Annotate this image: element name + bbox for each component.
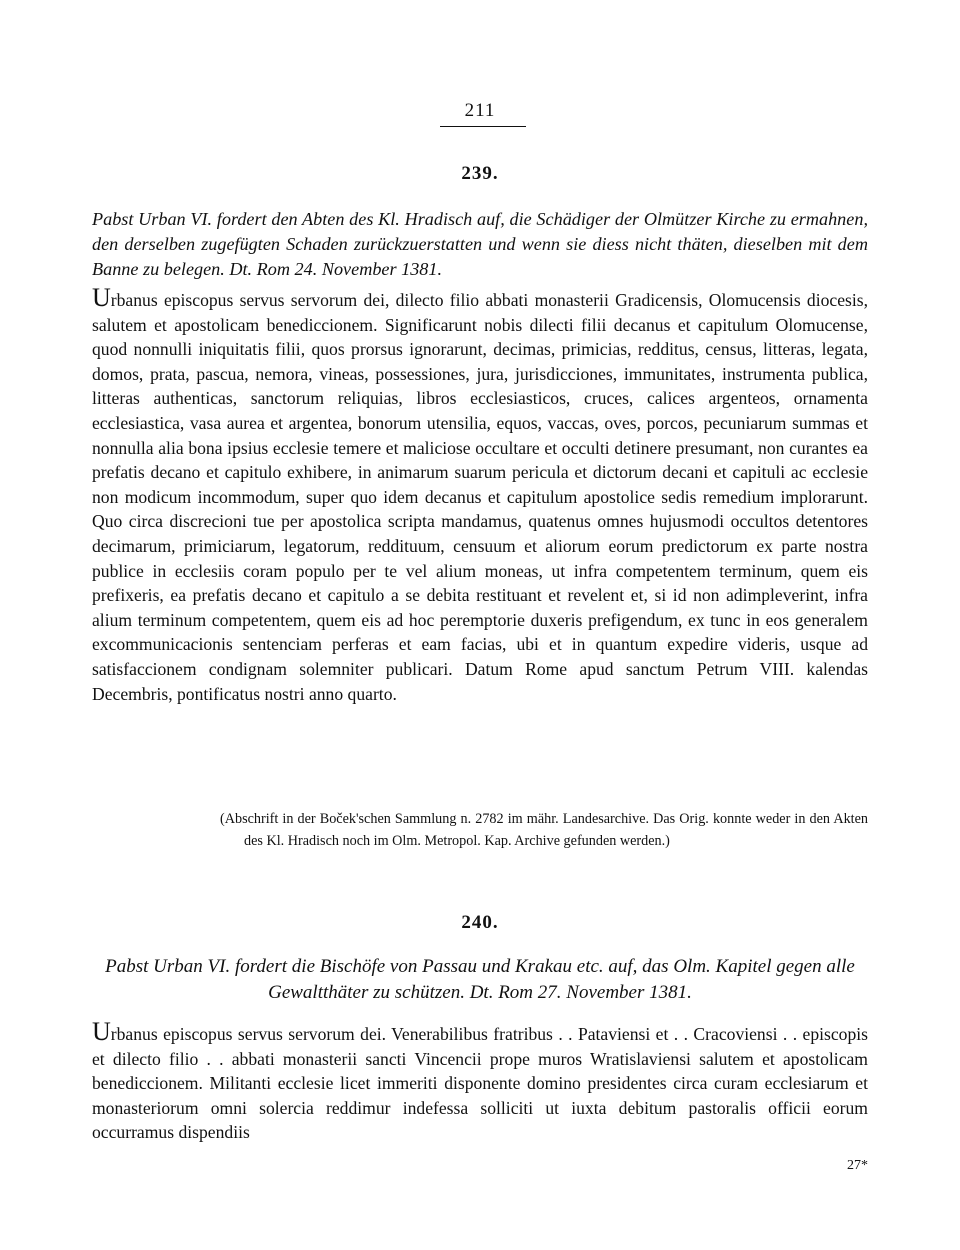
charter-text-240 — [92, 1017, 868, 1145]
document-number-239: 239. — [461, 163, 499, 184]
charter-text-239 — [92, 283, 868, 706]
regest-240: Pabst Urban VI. fordert die Bischöfe von Passau und Krakau etc. auf, das Olm. Kapitel gegen alle Gewaltthäter zu schützen. Dt. Rom 27. November 1381. — [105, 956, 855, 1003]
initial-letter: U — [92, 1017, 111, 1046]
document-page — [92, 0, 868, 1250]
regest-239: Pabst Urban VI. fordert den Abten des Kl. Hradisch auf, die Schädiger der Olmützer Kirche zu ermahnen, den derselben zugefügten Schaden zurückzuerstatten und wenn sie diess nicht thäten, dieselben mit dem Banne zu belegen. Dt. Rom 24. November 1381. — [92, 209, 868, 279]
document-number-240: 240. — [461, 912, 499, 933]
initial-letter: U — [92, 283, 111, 312]
charter-text-body: rbanus episcopus servus servorum dei, dilecto filio abbati monasterii Gradicensis, Olomucensis diocesis, salutem et apostolicam benediccionem. Significarunt nobis dilecti filii decanus et capitulum Olomucense, quod nonnulli iniquitatis filii, quos prorsus ignorarunt, decimas, primicias, redditus, census, litteras, legata, domos, prata, pascua, nemora, vineas, possessiones, jura, jurisdicciones, immunitates, instrumenta publica, litteras authenticas, sanctorum reliquias, libros ecclesiasticos, cruces, calices argenteos, ornamenta ecclesiastica, vasa aurea et argentea, bonorum utensilia, equos, vaccas, oves, porcos, pecuniarum summas et nonnulla alia bona ipsius ecclesie temere et maliciose occultare et occulti detinere presumant, non curantes ea prefatis decano et capitulo exhibere, in animarum suarum pericula et dictorum decani et capituli ac ecclesie non modicum incommodum, super quo idem decanus et capitulum apostolice sedis remedium implorarunt. Quo circa discrecioni tue per apostolica scripta mandamus, quatenus omnes hujusmodi occultos detentores decimarum, primiciarum, legatorum, reddituum, censuum et aliorum eorum predictorum ex parte nostra publice in ecclesiis coram populo per te vel alium moneas, ut infra competentem terminum, quem eis prefixeris, ea prefatis decano et capitulo a se debita restituant et revelent et, si id non adimpleverint, infra alium terminum competentem, quem eis ad hoc peremptorie duxeris prefigendum, ex tunc in eos generalem excommunicacionis sentenciam perferas et eam facias, ubi et in quantum expedire videris, usque ad satisfaccionem condignam solemniter publicari. Datum Rome apud sanctum Petrum VIII. kalendas Decembris, pontificatus nostri anno quarto. — [92, 290, 868, 704]
printer-signature: 27* — [847, 1158, 868, 1173]
source-note-239: (Abschrift in der Boček'schen Sammlung n. 2782 im mähr. Landesarchive. Das Orig. konnte weder in den Akten des Kl. Hradisch noch im Olm. Metropol. Kap. Archive gefunden werden.) — [220, 811, 868, 849]
header-rule — [440, 126, 526, 127]
page-number: 211 — [464, 100, 496, 121]
charter-text-body: rbanus episcopus servus servorum dei. Venerabilibus fratribus . . Pataviensi et . . Cracoviensi . . episcopis et dilecto filio . . abbati monasterii sancti Vincencii prope muros Wratislaviensi salutem et apostolicam benediccionem. Militanti ecclesie licet immeriti disponente domino presidentes circa curam ecclesiarum et monasteriorum omni solercia reddimur indefessa solliciti ut iuxta debitum pastoralis officii eorum occurramus dispendiis — [92, 1024, 868, 1143]
